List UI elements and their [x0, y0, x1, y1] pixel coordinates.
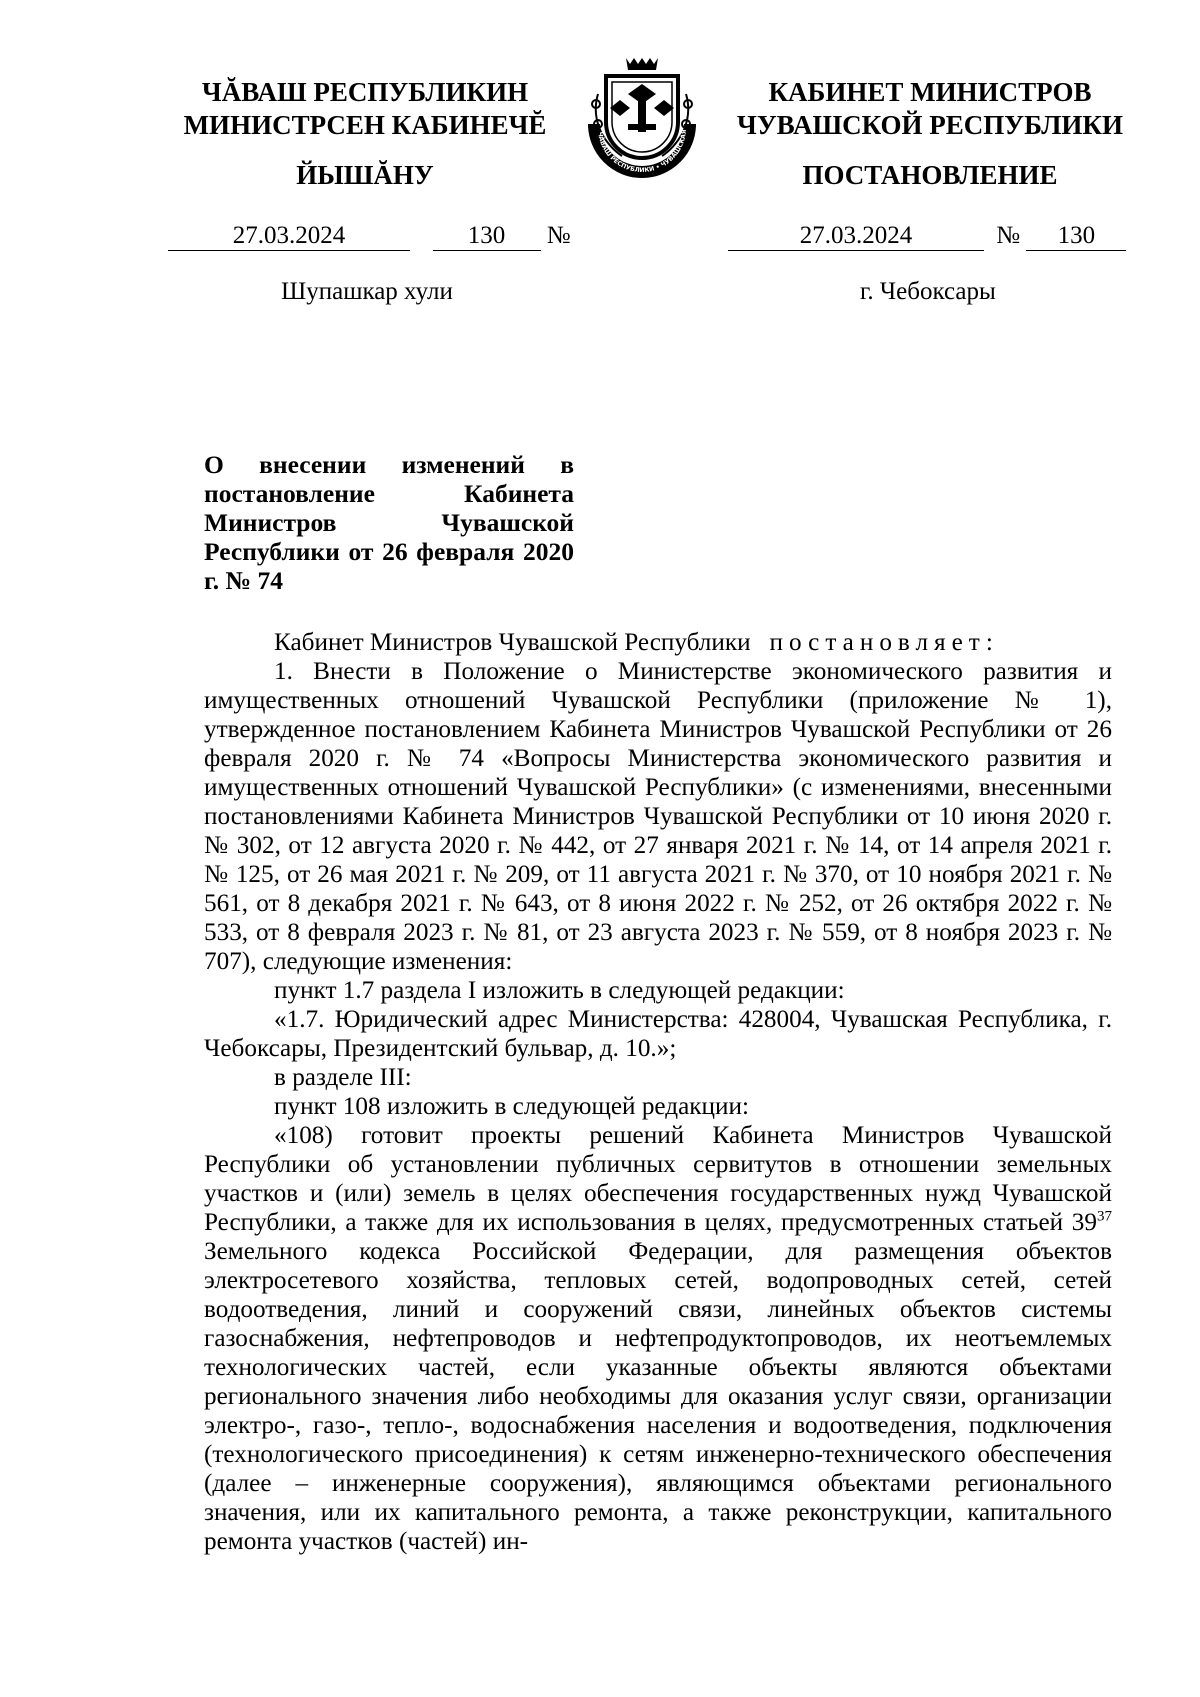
header-right-line2: ЧУВАШСКОЙ РЕСПУБЛИКИ [737, 110, 1123, 140]
left-city: Шупашкар хули [281, 278, 453, 305]
svg-text:ЧĂВАШ РЕСПУБЛИКИ • ЧУВАШСКАЯ Р: ЧĂВАШ РЕСПУБЛИКИ • ЧУВАШСКАЯ [596, 129, 689, 175]
right-city: г. Чебоксары [860, 278, 996, 305]
paragraph-6-part1: «108) готовит проекты решений Кабинета Министров Чувашской Республики об установлении публичных сервитутов в отношении земельных участков и (или) земель в целях обеспечения государственных нужд Чувашской Республики, а также для их использования в целях, предусмотренных статьей 39 [204, 1122, 1112, 1236]
header-left-line1: ЧĂВАШ РЕСПУБЛИКИН [201, 77, 529, 107]
paragraph-3: «1.7. Юридический адрес Министерства: 428004, Чувашская Республика, г. Чебоксары, Президентский бульвар, д. 10.»; [204, 1006, 1112, 1062]
coat-of-arms-icon [576, 54, 708, 186]
intro-verb: постановляет: [769, 629, 999, 656]
document-title: О внесении изменений в постановление Кабинета Министров Чувашской Республики от 26 февраля 2020 г. № 74 [204, 450, 574, 595]
doctype-left: ЙЫШĂНУ [296, 160, 434, 190]
paragraph-1: 1. Внести в Положение о Министерстве экономического развития и имущественных отношений Чувашской Республики (приложение № 1), утвержденное постановлением Кабинета Министров Чувашской Республики от 26 февраля 2020 г. № 74 «Вопросы Министерства экономического развития и имущественных отношений Чувашской Республики» (с изменениями, внесенными постановлениями Кабинета Министров Чувашской Республики от 10 июня 2020 г. № 302, от 12 августа 2020 г. № 442, от 27 января 2021 г. № 14, от 14 апреля 2021 г. № 125, от 26 мая 2021 г. № 209, от 11 августа 2021 г. № 370, от 10 ноября 2021 г. № 561, от 8 декабря 2021 г. № 643, от 8 июня 2022 г. № 252, от 26 октября 2022 г. № 533, от 8 февраля 2023 г. № 81, от 23 августа 2023 г. № 559, от 8 ноября 2023 г. № 707), следующие изменения: [204, 658, 1112, 975]
header-right-line1: КАБИНЕТ МИНИСТРОВ [768, 77, 1092, 107]
coat-of-arms-emblem [576, 54, 708, 186]
paragraph-6-superscript: 37 [1097, 1208, 1112, 1225]
intro-paragraph [204, 628, 1112, 657]
right-number: 130 [1026, 222, 1126, 251]
paragraph-2: пункт 1.7 раздела I изложить в следующей редакции: [274, 977, 845, 1004]
right-number-sign: № [996, 222, 1021, 249]
intro-prefix: Кабинет Министров Чувашской Республики [274, 629, 751, 656]
paragraph-6-part2: Земельного кодекса Российской Федерации, для размещения объектов электросетевого хозяйства, тепловых сетей, водопроводных сетей, сетей водоотведения, линий и сооружений связи, линейных объектов системы газоснабжения, нефтепроводов и нефтепродуктопроводов, их неотъемлемых технологических частей, если указанные объекты являются объектами регионального значения либо необходимы для оказания услуг связи, организации электро-, газо-, тепло-, водоснабжения населения и водоотведения, подключения (технологического присоединения) к сетям инженерно-технического обеспечения (далее – инженерные сооружения), являющимся объектами регионального значения, или их капитального ремонта, а также реконструкции, капитального ремонта участков (частей) ин- [204, 1238, 1112, 1555]
left-number: 130 [433, 222, 541, 251]
paragraph-4: в разделе III: [274, 1064, 412, 1091]
document-body [204, 628, 1112, 1556]
left-number-sign: № [546, 222, 571, 249]
right-date-number-row [728, 222, 1126, 254]
paragraph-5: пункт 108 изложить в следующей редакции: [274, 1093, 749, 1120]
header-left-title [160, 76, 570, 142]
doctype-right: ПОСТАНОВЛЕНИЕ [802, 160, 1058, 190]
header-left-line2: МИНИСТРСЕН КАБИНЕЧĔ [183, 110, 547, 140]
header-right-title [720, 76, 1140, 142]
left-date: 27.03.2024 [168, 222, 410, 251]
paragraph-6 [204, 1121, 1112, 1556]
left-date-number-row [168, 222, 571, 254]
right-date: 27.03.2024 [728, 222, 984, 251]
